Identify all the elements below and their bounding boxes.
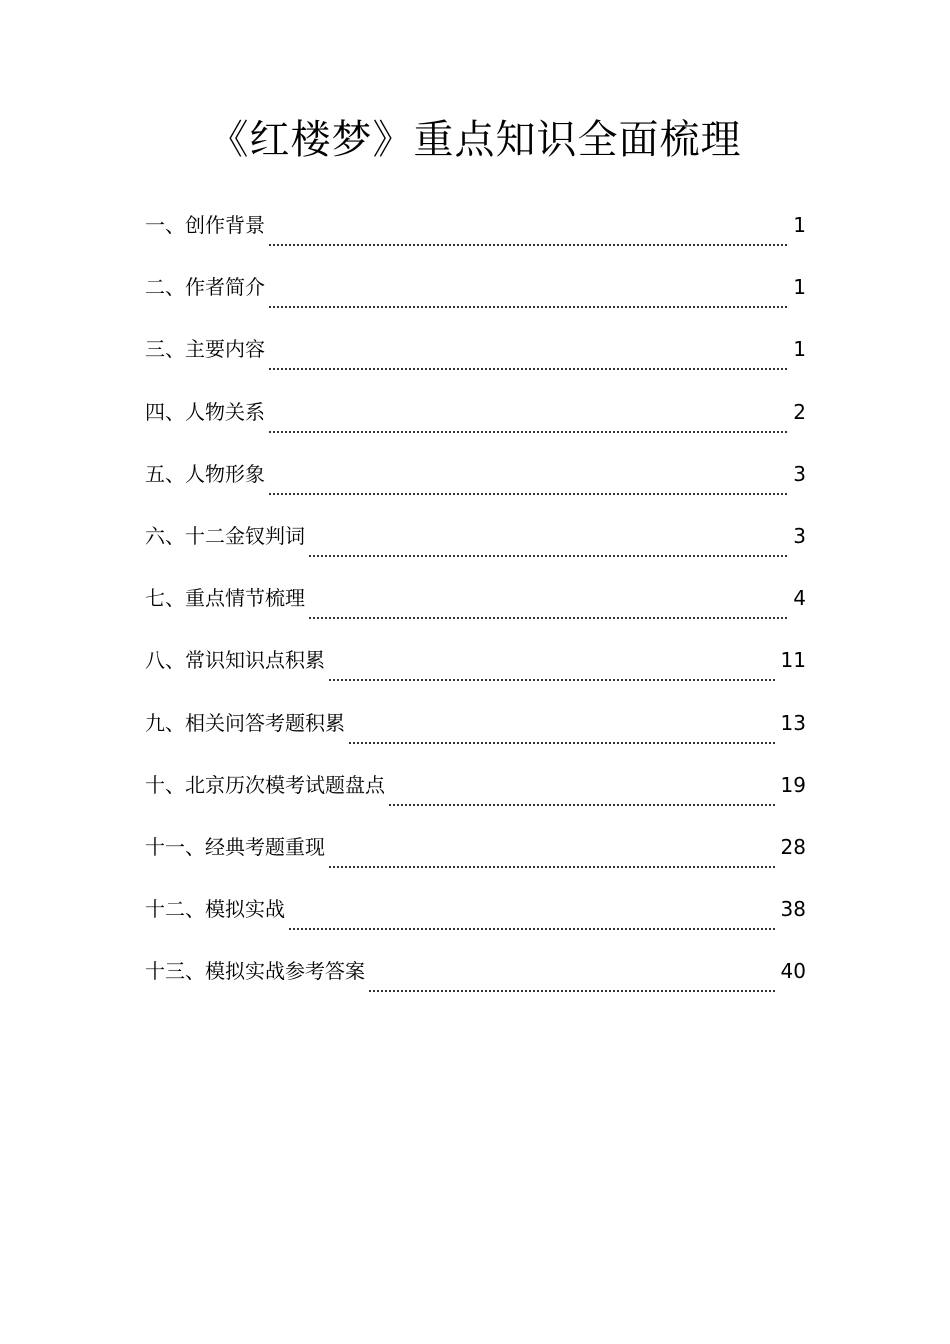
toc-entry-beijing-mock-exams[interactable]	[145, 766, 806, 828]
toc-entry-page-number: 1	[793, 275, 806, 300]
document-title: 《红楼梦》重点知识全面梳理	[208, 117, 742, 163]
toc-entry-character-relations[interactable]	[145, 393, 806, 455]
dot-leader	[348, 728, 777, 748]
dot-leader	[368, 976, 777, 996]
dot-leader	[328, 665, 777, 685]
dot-leader	[268, 354, 789, 374]
toc-entry-label: 十三、模拟实战参考答案	[145, 959, 365, 984]
toc-entry-label: 七、重点情节梳理	[145, 586, 305, 611]
toc-entry-twelve-beauties-verdicts[interactable]	[145, 517, 806, 579]
dot-leader	[288, 914, 777, 934]
toc-entry-main-content[interactable]	[145, 330, 806, 392]
toc-entry-label: 十二、模拟实战	[145, 897, 285, 922]
toc-entry-page-number: 38	[780, 897, 806, 922]
toc-entry-qa-questions[interactable]	[145, 704, 806, 766]
toc-entry-page-number: 1	[793, 213, 806, 237]
toc-entry-label: 三、主要内容	[145, 337, 265, 362]
table-of-contents	[145, 206, 806, 1014]
toc-entry-page-number: 40	[780, 959, 806, 984]
toc-entry-label: 九、相关问答考题积累	[145, 710, 345, 735]
toc-entry-label: 二、作者简介	[145, 275, 265, 300]
toc-entry-general-knowledge[interactable]	[145, 641, 806, 703]
toc-entry-mock-practice-answers[interactable]	[145, 952, 806, 1014]
toc-entry-page-number: 3	[793, 461, 806, 486]
dot-leader	[308, 541, 789, 561]
toc-entry-author-intro[interactable]	[145, 268, 806, 330]
toc-entry-key-plot-review[interactable]	[145, 579, 806, 641]
dot-leader	[268, 230, 789, 250]
toc-entry-classic-questions[interactable]	[145, 828, 806, 890]
dot-leader	[328, 852, 777, 872]
dot-leader	[268, 292, 789, 312]
toc-entry-page-number: 13	[780, 710, 806, 735]
dot-leader	[268, 417, 789, 437]
toc-entry-page-number: 2	[793, 399, 806, 424]
toc-entry-character-images[interactable]	[145, 455, 806, 517]
toc-entry-page-number: 11	[780, 648, 806, 673]
toc-entry-page-number: 1	[793, 337, 806, 362]
dot-leader	[308, 603, 789, 623]
toc-entry-page-number: 28	[780, 834, 806, 859]
toc-entry-label: 五、人物形象	[145, 461, 265, 486]
toc-entry-page-number: 4	[793, 586, 806, 611]
toc-entry-page-number: 3	[793, 523, 806, 548]
dot-leader	[268, 479, 789, 499]
toc-entry-label: 十一、经典考题重现	[145, 834, 325, 859]
toc-entry-label: 八、常识知识点积累	[145, 648, 325, 673]
toc-entry-creation-background[interactable]	[145, 206, 806, 268]
toc-entry-label: 一、创作背景	[145, 213, 265, 237]
toc-entry-label: 四、人物关系	[145, 399, 265, 424]
toc-entry-mock-practice[interactable]	[145, 890, 806, 952]
toc-entry-label: 六、十二金钗判词	[145, 523, 305, 548]
dot-leader	[388, 790, 777, 810]
toc-entry-label: 十、北京历次模考试题盘点	[145, 772, 385, 797]
toc-entry-page-number: 19	[780, 772, 806, 797]
